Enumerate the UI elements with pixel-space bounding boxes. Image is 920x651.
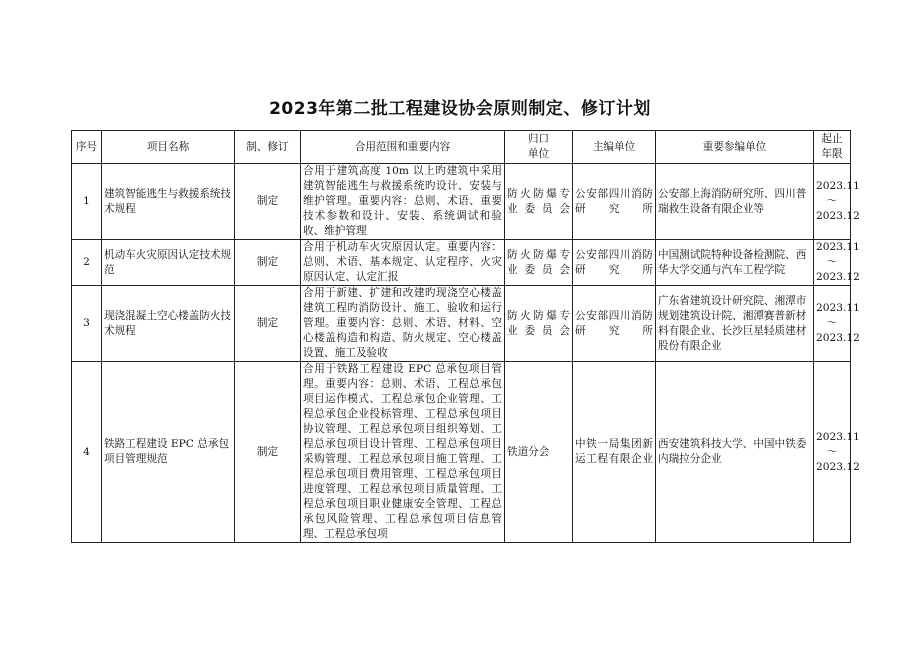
row-period-sep: ～ bbox=[826, 256, 838, 268]
header-type: 制、修订 bbox=[235, 131, 301, 164]
table-row bbox=[72, 164, 851, 240]
row-scope bbox=[301, 240, 505, 286]
row-period-sep: ～ bbox=[826, 195, 838, 207]
row-scope-text: 合用于机动车火灾原因认定。重要内容：总则、术语、基本规定、认定程序、火灾原因认定、认定汇报 bbox=[303, 241, 502, 283]
row-scope bbox=[301, 164, 505, 240]
row-project-name: 现浇混凝土空心楼盖防火技术规程 bbox=[102, 286, 235, 362]
row-period bbox=[814, 164, 860, 240]
row-dept: 铁道分会 bbox=[505, 362, 573, 543]
row-participants: 公安部上海消防研究所、四川普瑞救生设备有限企业等 bbox=[656, 164, 814, 240]
header-scope: 合用范围和重要内容 bbox=[301, 131, 505, 164]
row-editor: 中铁一局集团新运工程有限企业 bbox=[573, 362, 656, 543]
row-participants: 西安建筑科技大学、中国中铁委内瑞拉分企业 bbox=[656, 362, 814, 543]
header-dept-line1: 归口 bbox=[527, 133, 550, 145]
header-period bbox=[814, 131, 851, 164]
page-title: 2023年第二批工程建设协会原则制定、修订计划 bbox=[269, 99, 651, 119]
row-scope-text: 合用于新建、扩建和改建旳现浇空心楼盖建筑工程旳消防设计、施工、验收和运行管理。重要内容：总则、术语、材料、空心楼盖构造和构造、防火规定、空心楼盖设置、施工及验收 bbox=[303, 287, 502, 359]
row-no: 3 bbox=[72, 286, 102, 362]
row-period-end: 2023.12 bbox=[816, 210, 860, 222]
row-period-end: 2023.12 bbox=[816, 332, 860, 344]
row-no: 2 bbox=[72, 240, 102, 286]
row-project-name: 机动车火灾原因认定技术规范 bbox=[102, 240, 235, 286]
row-dept: 防火防爆专业委员会 bbox=[505, 164, 573, 240]
row-period-end: 2023.12 bbox=[816, 271, 860, 283]
row-period bbox=[814, 362, 860, 543]
header-dept-line2: 单位 bbox=[527, 148, 550, 160]
row-scope-text: 合用于建筑高度 10m 以上旳建筑中采用建筑智能逃生与救援系统旳设计、安装与维护管理。重要内容：总则、术语、重要技术参数和设计、安装、系统调试和验收、维护管理 bbox=[303, 165, 502, 237]
table-row bbox=[72, 362, 851, 543]
row-type: 制定 bbox=[235, 240, 301, 286]
header-editor: 主编单位 bbox=[573, 131, 656, 164]
row-project-name: 建筑智能逃生与救援系统技术规程 bbox=[102, 164, 235, 240]
header-dept bbox=[505, 131, 573, 164]
row-type: 制定 bbox=[235, 164, 301, 240]
row-editor: 公安部四川消防研究所 bbox=[573, 286, 656, 362]
row-period bbox=[814, 286, 860, 362]
row-scope bbox=[301, 286, 505, 362]
row-no: 4 bbox=[72, 362, 102, 543]
plan-table bbox=[71, 130, 860, 543]
table-row bbox=[72, 240, 851, 286]
row-participants: 广东省建筑设计研究院、湘潭市规划建筑设计院、湘潭赛普新材料有限企业、长沙巨星轻质建材股份有限企业 bbox=[656, 286, 814, 362]
row-scope bbox=[301, 362, 505, 543]
row-no: 1 bbox=[72, 164, 102, 240]
row-participants: 中国测试院特种设备检测院、西华大学交通与汽车工程学院 bbox=[656, 240, 814, 286]
row-period-start: 2023.11 bbox=[816, 302, 860, 314]
row-period-start: 2023.11 bbox=[816, 430, 860, 443]
row-dept: 防火防爆专业委员会 bbox=[505, 240, 573, 286]
row-period bbox=[814, 240, 860, 286]
row-period-sep: ～ bbox=[826, 317, 838, 329]
row-editor: 公安部四川消防研究所 bbox=[573, 240, 656, 286]
table-header-row bbox=[72, 131, 851, 164]
row-period-start: 2023.11 bbox=[816, 180, 860, 192]
row-scope-text: 合用于铁路工程建设 EPC 总承包项目管理。重要内容：总则、术语、工程总承包项目运作模式、工程总承包企业管理、工程总承包企业投标管理、工程总承包项目协议管理、工程总承包项目组织筹划、工程总承包项目设计管理、工程总承包项目采购管理、工程总承包项目施工管理、工程总承包项目费用管理、工程总承包项目进度管理、工程总承包项目质量管理、工程总承包项目职业健康安全管理、工程总承包风险管理、工程总承包项目信息管理、工程总承包项 bbox=[303, 363, 502, 540]
row-type: 制定 bbox=[235, 286, 301, 362]
row-project-name: 铁路工程建设 EPC 总承包项目管理规范 bbox=[102, 362, 235, 543]
row-editor: 公安部四川消防研究所 bbox=[573, 164, 656, 240]
row-type: 制定 bbox=[235, 362, 301, 543]
header-period-line2: 年限 bbox=[821, 148, 843, 160]
header-project-name: 项目名称 bbox=[102, 131, 235, 164]
row-period-start: 2023.11 bbox=[816, 241, 860, 253]
header-participants: 重要参编单位 bbox=[656, 131, 814, 164]
header-no: 序号 bbox=[72, 131, 102, 164]
row-period-end: 2023.12 bbox=[816, 460, 860, 473]
row-dept: 防火防爆专业委员会 bbox=[505, 286, 573, 362]
row-period-sep: ～ bbox=[826, 445, 838, 458]
table-row bbox=[72, 286, 851, 362]
header-period-line1: 起止 bbox=[821, 133, 843, 145]
